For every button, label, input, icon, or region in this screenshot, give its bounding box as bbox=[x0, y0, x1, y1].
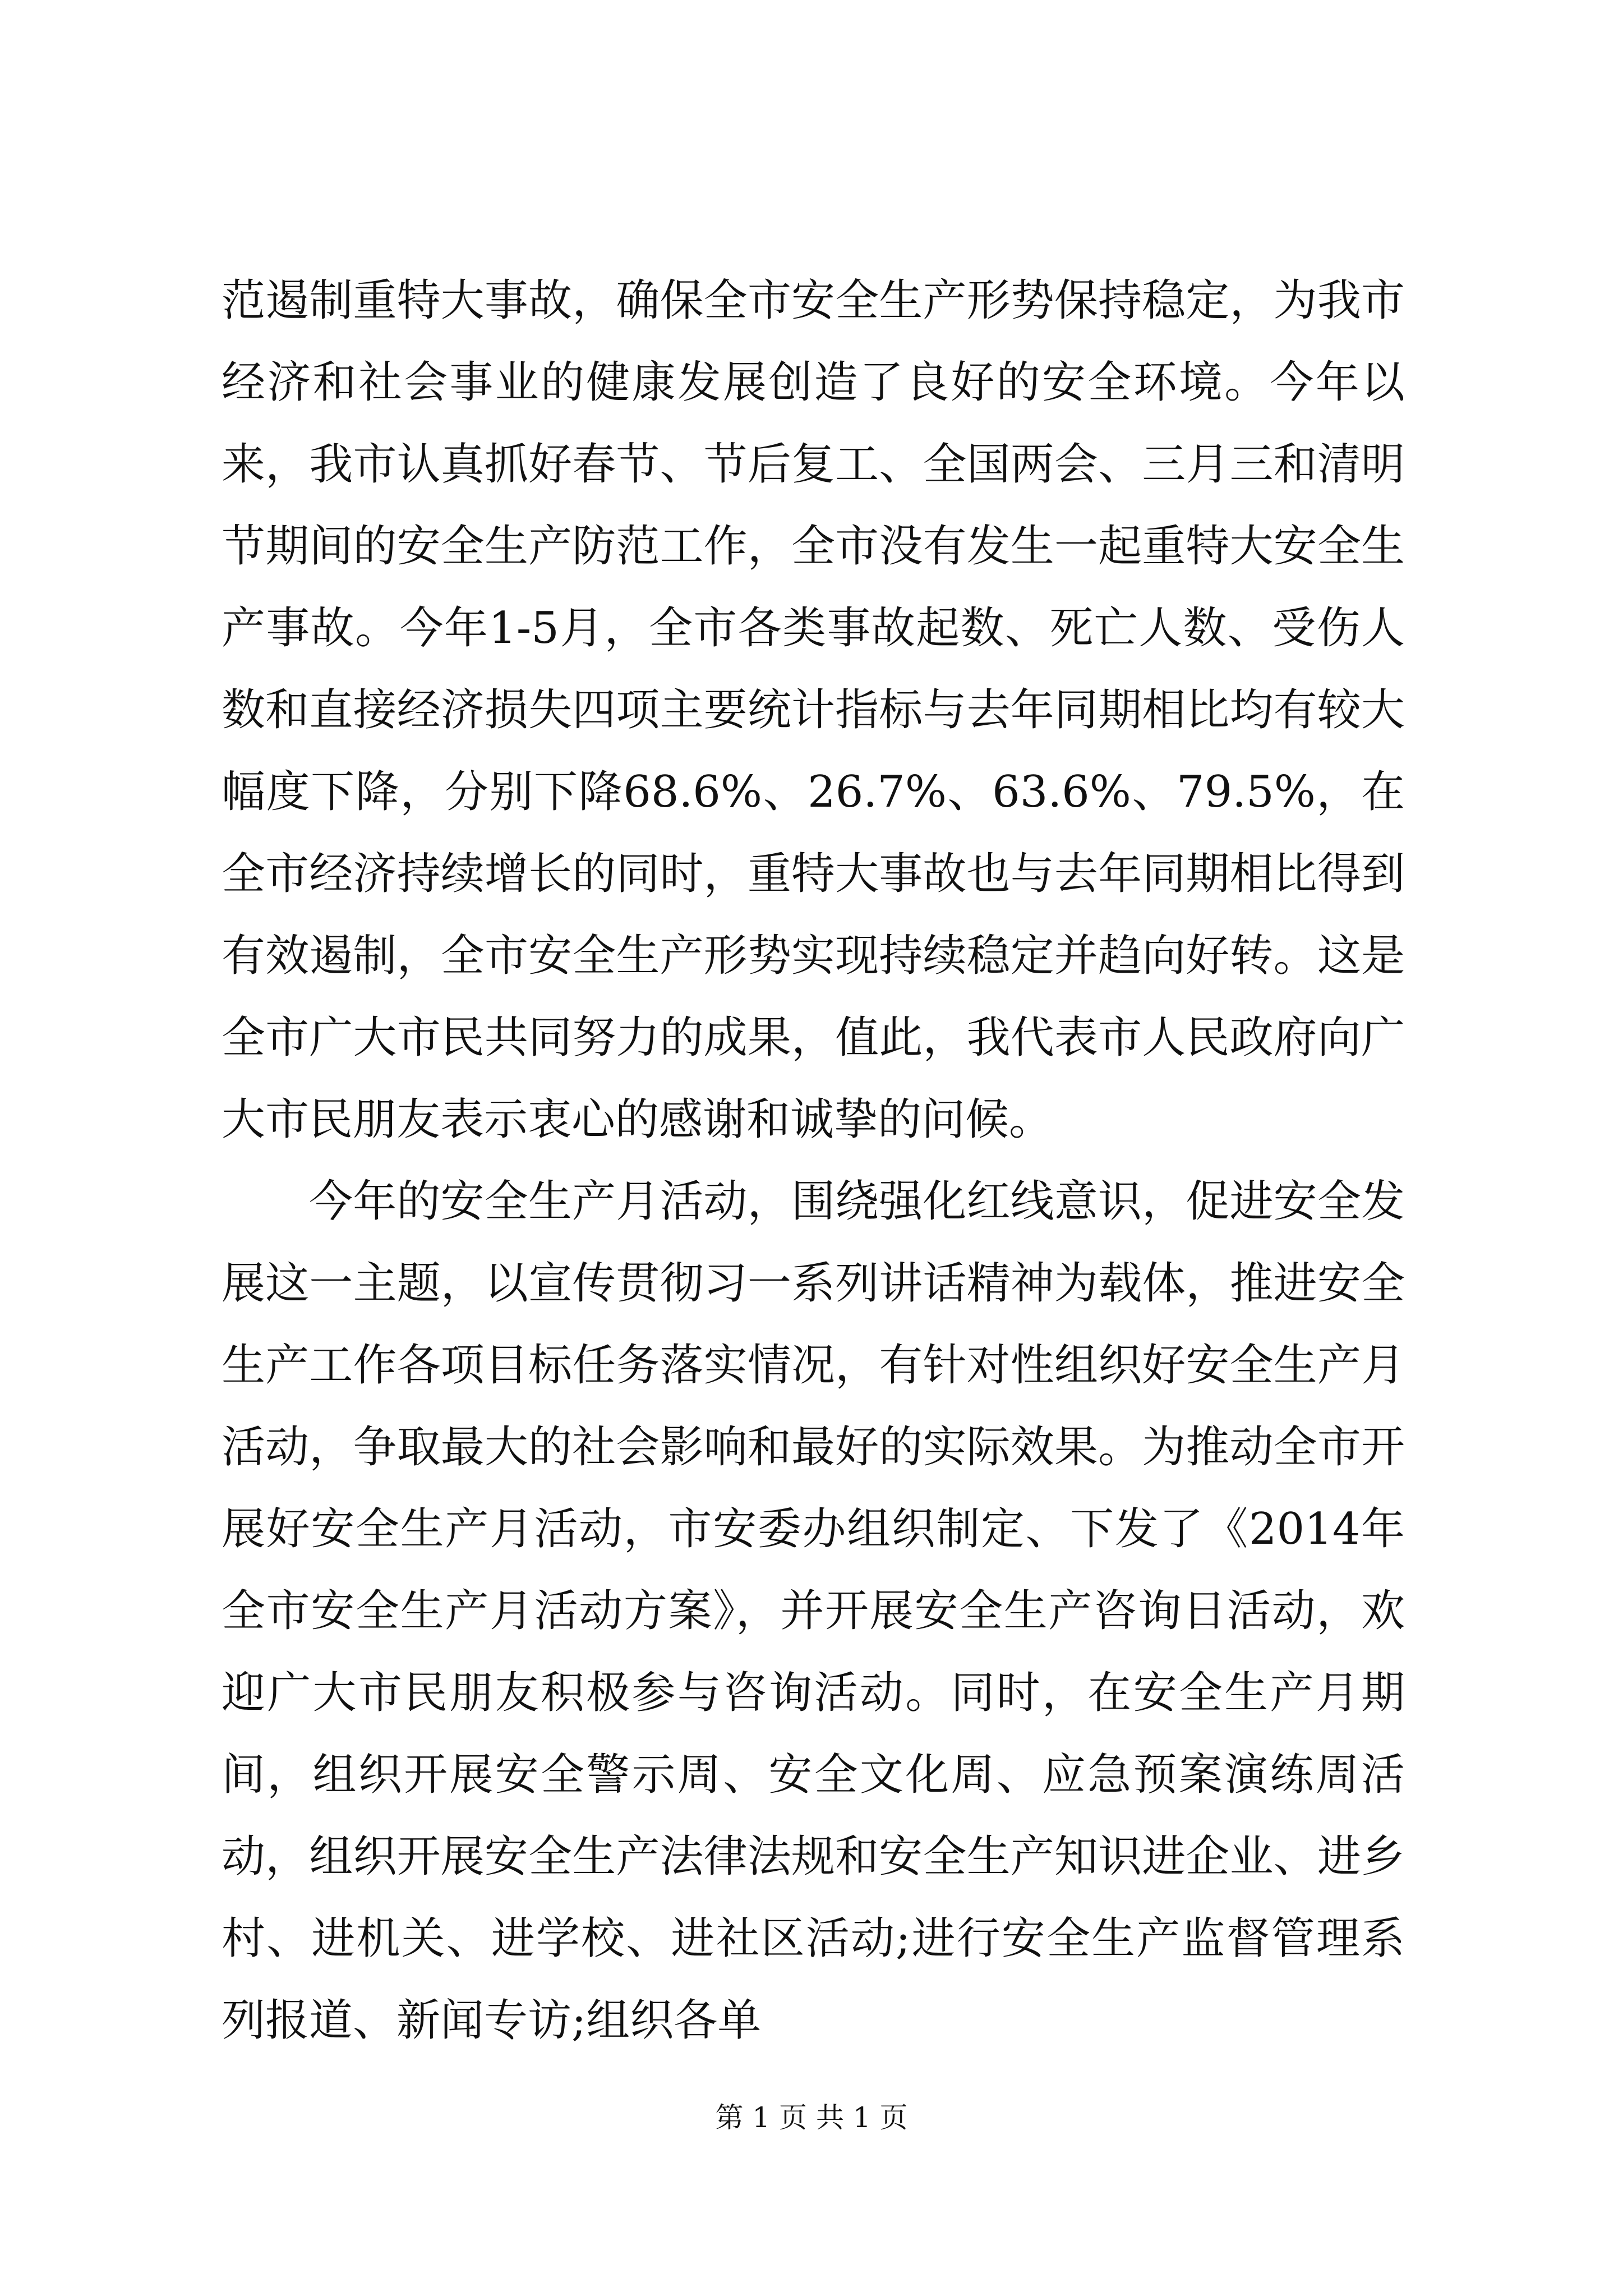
paragraph-2: 今年的安全生产月活动，围绕强化红线意识，促进安全发展这一主题，以宣传贯彻习一系列讲话精神为载体，推进安全生产工作各项目标任务落实情况，有针对性组织好安全生产月活动，争取最大的社会影响和最好的实际效果。为推动全市开展好安全生产月活动，市安委办组织制定、下发了《2014年全市安全生产月活动方案》，并开展安全生产咨询日活动，欢迎广大市民朋友积极参与咨询活动。同时，在安全生产月期间，组织开展安全警示周、安全文化周、应急预案演练周活动，组织开展安全生产法律法规和安全生产知识进企业、进乡村、进机关、进学校、进社区活动;进行安全生产监督管理系列报道、新闻专访;组织各单 bbox=[222, 1176, 1405, 2046]
document-body bbox=[222, 260, 1405, 2062]
page-footer: 第 1 页 共 1 页 bbox=[715, 2101, 908, 2134]
paragraph-1: 范遏制重特大事故，确保全市安全生产形势保持稳定，为我市经济和社会事业的健康发展创造了良好的安全环境。今年以来，我市认真抓好春节、节后复工、全国两会、三月三和清明节期间的安全生产防范工作，全市没有发生一起重特大安全生产事故。今年1-5月，全市各类事故起数、死亡人数、受伤人数和直接经济损失四项主要统计指标与去年同期相比均有较大幅度下降，分别下降68.6%、26.7%、63.6%、79.5%，在全市经济持续增长的同时，重特大事故也与去年同期相比得到有效遏制，全市安全生产形势实现持续稳定并趋向好转。这是全市广大市民共同努力的成果，值此，我代表市人民政府向广大市民朋友表示衷心的感谢和诚挚的问候。 bbox=[222, 275, 1405, 1145]
